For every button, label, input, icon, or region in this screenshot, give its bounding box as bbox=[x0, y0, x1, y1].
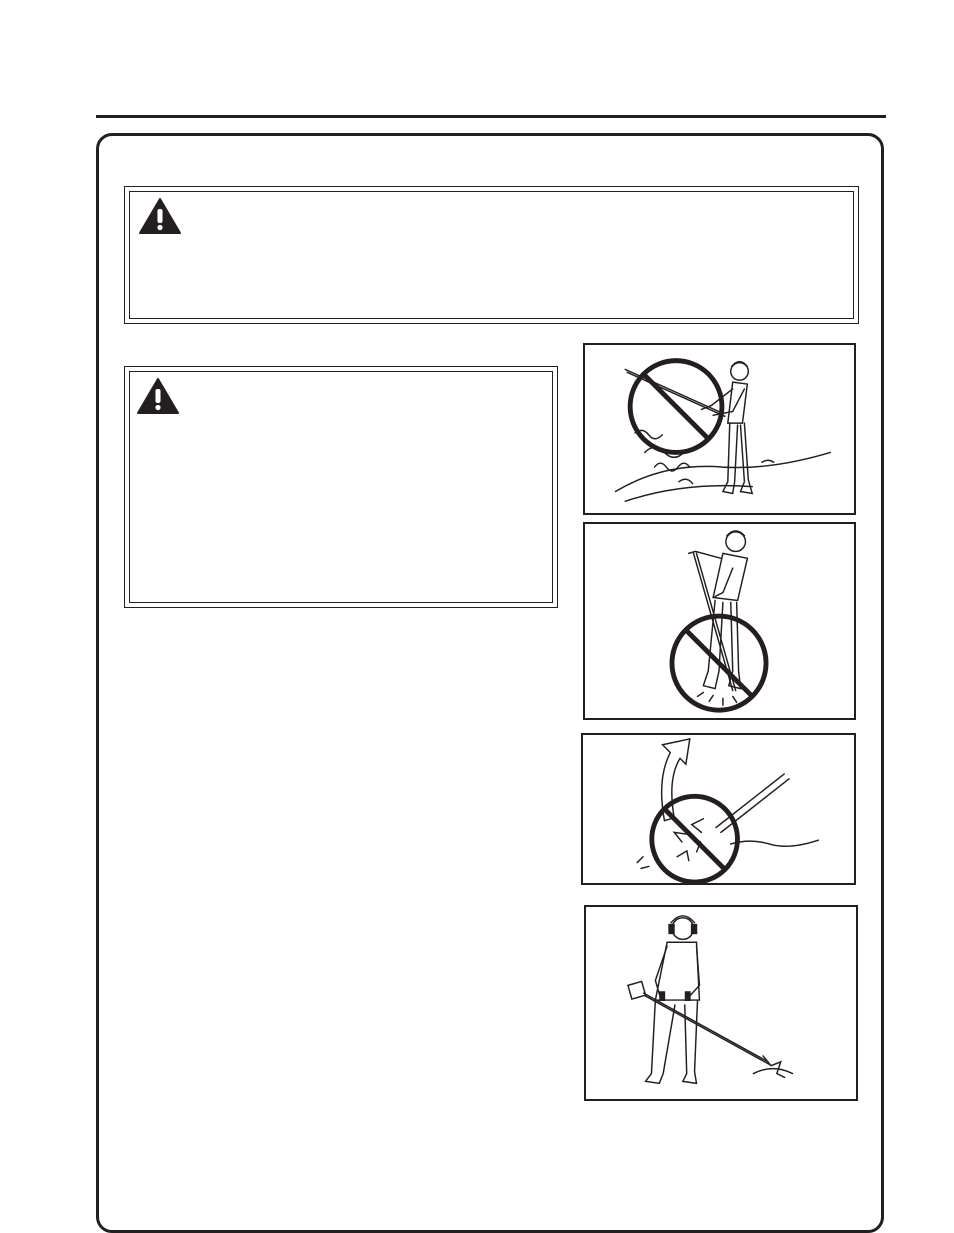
no-symbol-icon bbox=[585, 345, 854, 513]
warning-box-middle-inner-border bbox=[129, 371, 553, 603]
figure-correct-operating-stance bbox=[584, 905, 858, 1101]
illustration-operator-with-trimmer bbox=[586, 907, 856, 1099]
warning-box-top-inner-border bbox=[129, 191, 854, 319]
warning-triangle-icon bbox=[138, 197, 182, 235]
warning-box-middle bbox=[124, 366, 558, 608]
figure-prohibited-low-cutting bbox=[583, 522, 856, 720]
figure-prohibited-trimming bbox=[583, 343, 856, 515]
figure-prohibited-blade-kickback bbox=[581, 733, 856, 885]
no-symbol-icon bbox=[585, 524, 854, 718]
warning-triangle-icon bbox=[136, 377, 180, 415]
top-rule bbox=[96, 115, 886, 118]
no-symbol-icon bbox=[583, 735, 854, 883]
warning-box-top bbox=[124, 186, 859, 324]
